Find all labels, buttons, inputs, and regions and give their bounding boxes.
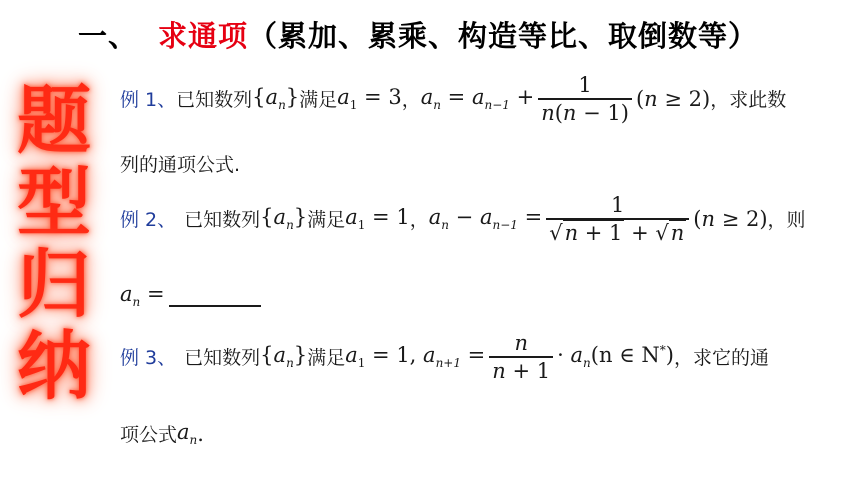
example-3-text: 求它的通 bbox=[692, 347, 769, 370]
heading-topic: 求通项 bbox=[158, 19, 249, 53]
fraction: $\frac{1}{√n + 1 + √n}$ bbox=[546, 192, 689, 246]
side-title-char: 归 bbox=[17, 242, 91, 328]
example-2-label: 例 2、 bbox=[120, 209, 177, 232]
section-heading bbox=[78, 14, 818, 55]
example-1-line-2 bbox=[120, 150, 240, 177]
heading-number: 一、 bbox=[78, 19, 139, 53]
side-title-char: 型 bbox=[17, 160, 91, 246]
side-title-char: 题 bbox=[17, 78, 91, 164]
initial-condition: $a_1 = 1$ bbox=[345, 205, 410, 233]
example-1-line-1: 例 1、 已知数列 $\{a_n\}$ 满足 $a_1 = 3$ ， $a_n = a_{n-1}$ + $\frac{1}{n(n - 1)}$ (n ≥ 2) ， 求此数 bbox=[120, 73, 787, 125]
example-1-text: 已知数列 bbox=[176, 89, 253, 112]
side-title bbox=[14, 80, 94, 408]
example-3-continuation: 项公式 bbox=[120, 424, 178, 447]
general-term: $a_n$ bbox=[177, 420, 198, 448]
fraction: $\frac{n}{n + 1}$ bbox=[489, 330, 553, 384]
heading-methods: （累加、累乘、构造等比、取倒数等） bbox=[248, 19, 759, 53]
example-3-line-1: 例 3、 已知数列 $\{a_n\}$ 满足 $a_1 = 1$, $a_{n+1}$ = $\frac{n}{n + 1}$ · $a_n(n$ ∈ N*) ， 求它的通 bbox=[120, 331, 769, 383]
side-title-char: 纳 bbox=[17, 324, 91, 410]
example-2-text: 则 bbox=[786, 209, 806, 232]
sequence-symbol: $\{a_n\}$ bbox=[260, 343, 308, 371]
example-3-text: 已知数列 bbox=[184, 347, 261, 370]
recurrence-formula: $a_n = a_{n-1}$ + bbox=[420, 85, 535, 113]
recurrence-formula: $a_n - a_{n-1}$ = bbox=[428, 205, 543, 233]
example-3-line-2: 项公式 $a_n$ . bbox=[120, 420, 204, 448]
example-1-text: 求此数 bbox=[729, 89, 787, 112]
sequence-symbol: $\{a_n\}$ bbox=[260, 205, 308, 233]
example-2-text: 满足 bbox=[307, 209, 346, 232]
example-3-text: 满足 bbox=[307, 347, 346, 370]
example-1-continuation: 列的通项公式. bbox=[120, 154, 241, 176]
example-2-line-2 bbox=[120, 282, 261, 309]
recurrence-formula: $a_1 = 1$, $a_{n+1}$ = bbox=[345, 343, 486, 371]
fraction: $\frac{1}{n(n - 1)}$ bbox=[538, 72, 632, 126]
example-1-label: 例 1、 bbox=[120, 89, 177, 112]
answer-blank bbox=[169, 285, 261, 307]
example-2-text: 已知数列 bbox=[184, 209, 261, 232]
answer-term: $a_n$ = bbox=[120, 282, 165, 310]
sequence-symbol: $\{a_n\}$ bbox=[252, 85, 300, 113]
initial-condition: $a_1 = 3$ bbox=[337, 85, 402, 113]
example-1-text: 满足 bbox=[299, 89, 338, 112]
example-3-label: 例 3、 bbox=[120, 347, 177, 370]
example-2-line-1: 例 2、 已知数列 $\{a_n\}$ 满足 $a_1 = 1$ ， $a_n - a_{n-1}$ = $\frac{1}{√n + 1 + √n}$ (n ≥ 2) ， 则 bbox=[120, 193, 806, 245]
